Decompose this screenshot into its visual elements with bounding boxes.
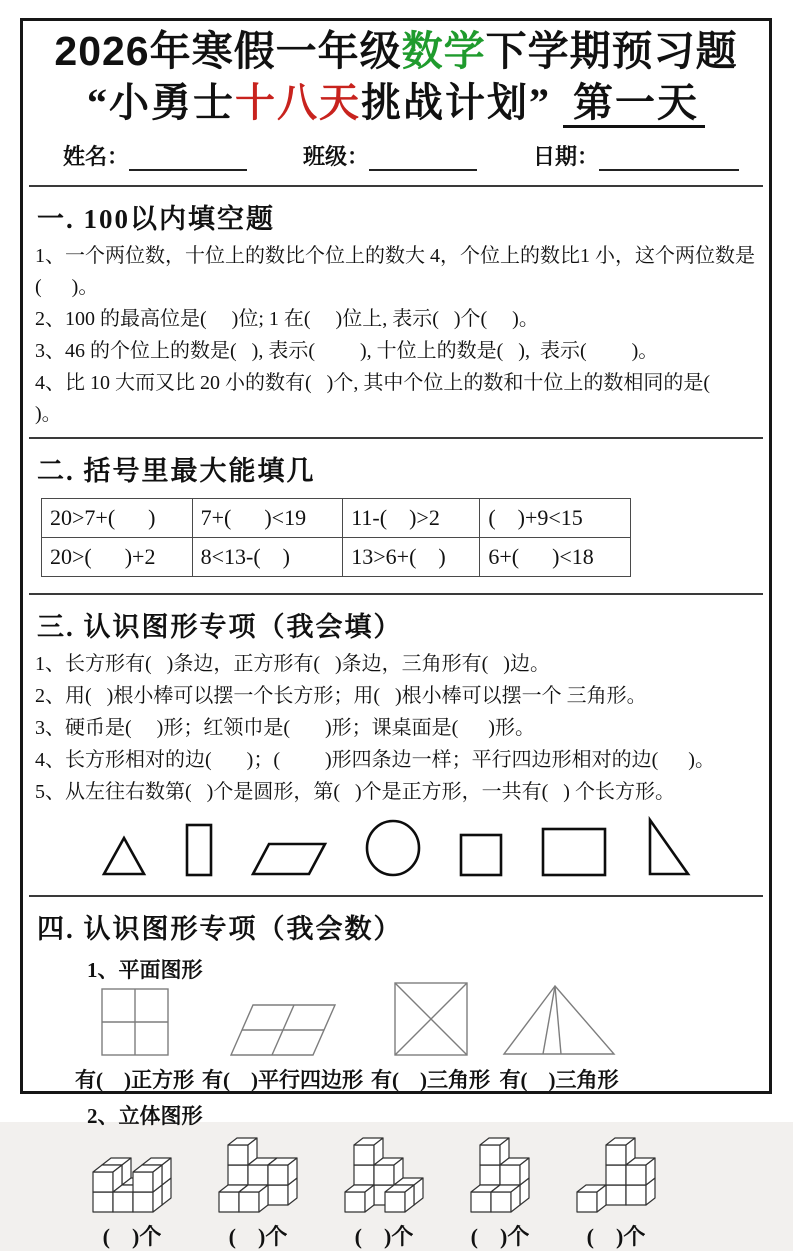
question-item: 4、比 10 大而又比 20 小的数有( )个, 其中个位上的数和十位上的数相同的是( )。 — [35, 372, 735, 426]
plane-figures-label: 1、平面图形 — [87, 958, 203, 983]
square-x-figure — [390, 988, 472, 1060]
sec3-items — [35, 648, 757, 809]
triangle-fan-figure — [498, 988, 620, 1060]
table-cell: ( )+9<15 — [480, 499, 631, 538]
subtitle-post: 挑战计划” — [361, 80, 551, 126]
cube-figure-caption: ( )个 — [470, 1224, 530, 1250]
cube-figure — [469, 1136, 531, 1251]
plane-figure-square-x — [371, 988, 490, 1094]
shape-circle — [363, 817, 423, 879]
student-info-row — [63, 140, 757, 171]
question-item: 5、从左往右数第( )个是圆形，第( )个是正方形，一共有( ) 个长方形。 — [35, 781, 675, 804]
page-frame — [20, 18, 772, 1250]
parallelogram-grid-figure — [227, 988, 339, 1060]
cube-figure — [91, 1156, 173, 1251]
table-cell: 11-( )>2 — [343, 499, 480, 538]
max-fill-table-body — [42, 499, 631, 577]
page-subtitle — [35, 78, 757, 128]
question-item: 3、硬币是( )形；红领巾是( )形；课桌面是( )形。 — [35, 717, 535, 740]
plane-figure-triangle-fan — [498, 988, 620, 1094]
cube-figure — [343, 1136, 425, 1251]
name-field — [63, 140, 247, 171]
cube-figures-row — [91, 1136, 757, 1251]
plane-figures-row — [75, 988, 757, 1094]
cube-stack-drawing — [343, 1136, 425, 1214]
cube-figure — [575, 1136, 657, 1251]
section3-heading: 三. 认识图形专项（我会填） — [37, 612, 403, 643]
class-field — [303, 140, 477, 171]
table-cell: 20>7+( ) — [42, 499, 193, 538]
divider — [29, 185, 763, 187]
table-cell: 20>( )+2 — [42, 538, 193, 577]
subtitle-pre: “小勇士 — [87, 80, 235, 126]
page-title — [35, 27, 757, 76]
solid-figures-label: 2、立体图形 — [87, 1104, 203, 1129]
cube-stack-drawing — [217, 1136, 299, 1214]
table-cell: 13>6+( ) — [343, 538, 480, 577]
cube-figure — [217, 1136, 299, 1251]
shape-parallelogram — [249, 839, 329, 879]
question-item: 3、46 的个位上的数是( ), 表示( ), 十位上的数是( ), 表示( )。 — [35, 340, 659, 363]
question-item: 4、长方形相对的边( )；( )形四条边一样；平行四边形相对的边( )。 — [35, 749, 715, 772]
date-field — [533, 140, 739, 171]
plane-figure-caption: 有( )正方形 — [75, 1068, 194, 1093]
plane-figure-caption: 有( )三角形 — [371, 1068, 490, 1093]
cube-stack-drawing — [91, 1156, 173, 1214]
table-cell: 8<13-( ) — [192, 538, 343, 577]
table-cell: 6+( )<18 — [480, 538, 631, 577]
name-blank — [129, 146, 247, 171]
date-blank — [599, 146, 739, 171]
plane-figure-parallelogram-grid — [202, 988, 363, 1094]
max-fill-table — [41, 498, 631, 577]
question-item: 1、一个两位数，十位上的数比个位上的数大 4，个位上的数比1 小，这个两位数是( )。 — [35, 245, 755, 299]
cube-figure-caption: ( )个 — [354, 1224, 414, 1250]
cube-stack-drawing — [469, 1136, 531, 1214]
plane-figure-square-grid — [75, 988, 194, 1094]
section2-heading: 二. 括号里最大能填几 — [37, 456, 316, 487]
shape-tall-rect — [183, 821, 215, 879]
shape-wide-rect — [539, 825, 609, 879]
shape-small-square — [457, 831, 505, 879]
class-label: 班级： — [303, 144, 370, 170]
cube-figure-caption: ( )个 — [228, 1224, 288, 1250]
square-grid-figure — [97, 988, 173, 1060]
section4-heading: 四. 认识图形专项（我会数） — [37, 914, 403, 945]
title-subject-highlight: 数学 — [401, 28, 486, 74]
shape-right-triangle — [643, 815, 693, 879]
divider — [29, 895, 763, 897]
name-label: 姓名： — [63, 144, 130, 170]
table-row — [42, 499, 631, 538]
plane-figure-caption: 有( )平行四边形 — [202, 1068, 363, 1093]
section1-heading: 一. 100以内填空题 — [37, 204, 275, 235]
class-blank — [369, 146, 477, 171]
cube-stack-drawing — [575, 1136, 657, 1214]
plane-figure-caption: 有( )三角形 — [499, 1068, 619, 1093]
cube-figure-caption: ( )个 — [102, 1224, 162, 1250]
divider — [29, 593, 763, 595]
question-item: 2、用( )根小棒可以摆一个长方形；用( )根小棒可以摆一个 三角形。 — [35, 685, 647, 708]
sec1-items — [35, 240, 757, 431]
table-row — [42, 538, 631, 577]
shape-row — [35, 817, 757, 879]
table-cell: 7+( )<19 — [192, 499, 343, 538]
subtitle-days-highlight: 十八天 — [235, 80, 361, 126]
title-post: 下学期预习题 — [485, 28, 738, 74]
question-item: 1、长方形有( )条边，正方形有( )条边，三角形有( )边。 — [35, 653, 550, 676]
date-label: 日期： — [533, 144, 600, 170]
shape-triangle — [99, 833, 149, 879]
day-number: 第一天 — [563, 80, 705, 128]
question-item: 2、100 的最高位是( )位; 1 在( )位上, 表示( )个( )。 — [35, 308, 539, 331]
title-pre: 2026年寒假一年级 — [54, 28, 402, 74]
cube-figure-caption: ( )个 — [586, 1224, 646, 1250]
divider — [29, 437, 763, 439]
